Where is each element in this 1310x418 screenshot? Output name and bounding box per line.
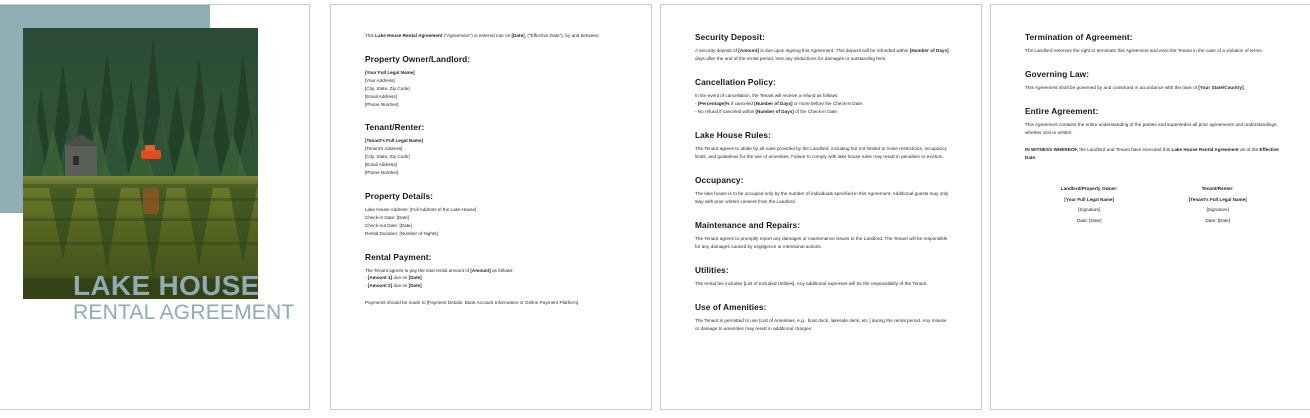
signature-column-landlord <box>1025 184 1154 226</box>
deposit-b: is due upon signing this Agreement. This deposit will be refunded within <box>759 48 910 53</box>
heading-entire-agreement: Entire Agreement: <box>1025 106 1099 117</box>
intro-suffix: , (“Effective Date”), by and between: <box>524 33 600 38</box>
maintenance-text: The Tenant agrees to promptly report any damages or maintenance issues to the Landlord. The Tenant will be responsible for any damages caused by negligence or intentional actions. <box>695 235 948 249</box>
witness-clause <box>1025 146 1282 162</box>
landlord-city: [City, State, Zip Code] <box>365 85 410 91</box>
witness-end: . <box>1035 155 1037 161</box>
payment-intro-b: as follows: <box>490 267 514 273</box>
cancellation-item-1 <box>695 100 951 108</box>
deposit-a: A security deposit of <box>695 48 739 53</box>
heading-termination-of-agreement: Termination of Agreement: <box>1025 32 1133 42</box>
intro-paragraph <box>365 32 621 40</box>
payment-item-2-mid: due on <box>392 283 409 289</box>
governing-b: . <box>1243 85 1246 91</box>
page-4-body <box>1025 32 1282 226</box>
heading-cancellation-policy: Cancellation Policy: <box>695 77 776 88</box>
document-page-3[interactable] <box>660 4 982 410</box>
cancellation-intro: In the event of cancellation, the Tenant will receive a refund as follows: <box>695 93 839 99</box>
signature-block <box>1025 184 1282 226</box>
payment-item-1 <box>365 274 621 282</box>
tenant-phone: [Phone Number] <box>365 170 399 176</box>
signature-column-tenant <box>1154 184 1283 226</box>
governing-law-text <box>1025 84 1282 92</box>
security-deposit-text <box>695 47 951 63</box>
witness-effective-date: Effective Date <box>1025 147 1279 161</box>
intro-agreement-name: Lake House Rental Agreement <box>375 33 443 38</box>
witness-agreement-name: Lake House Rental Agreement <box>1171 147 1239 153</box>
payment-item-1-mid: due on <box>392 275 409 281</box>
payment-intro <box>365 267 621 275</box>
page-subtitle: RENTAL AGREEMENT <box>73 301 295 325</box>
payment-amount-placeholder: [Amount] <box>470 267 491 273</box>
tenant-city: [City, State, Zip Code] <box>365 154 410 160</box>
heading-rental-payment: Rental Payment: <box>365 251 432 262</box>
landlord-address: [Your Address] <box>365 77 395 83</box>
payment-note: Payments should be made to [Payment Details: Bank Account Information or Online Payment Platform]. <box>365 300 580 306</box>
lake-house-rules-text: The Tenant agrees to abide by all rules provided by the Landlord, including but not limited to noise restrictions, occupancy limits, and guidelines for the use of amenities. Failure to comply with lake house rules may result in penalties or eviction. <box>695 145 947 159</box>
document-page-2[interactable] <box>330 4 652 410</box>
landlord-name: [Your Full Legal Name] <box>365 70 415 76</box>
tenant-signature-line[interactable]: [Signature] <box>1206 207 1229 213</box>
cancel-1-end: or more before the Check-in Date. <box>792 100 864 106</box>
entire-agreement-text: This Agreement contains the entire understanding of the parties and supersedes all prior agreements and understandings, whether oral or written. <box>1025 122 1278 136</box>
landlord-email: [Email Address] <box>365 93 397 99</box>
utilities-text: The rental fee includes [List of Included Utilities]. Any additional expenses will be the responsibility of the Tenant. <box>695 280 928 286</box>
tenant-signature-name: [Tenant’s Full Legal Name] <box>1188 196 1247 202</box>
payment-item-2-amount: [Amount 2] <box>367 283 393 289</box>
cancel-1-days: [Number of Days] <box>754 100 793 106</box>
heading-lake-house-rules: Lake House Rules: <box>695 129 771 140</box>
deposit-days-placeholder: [Number of Days] <box>909 48 949 53</box>
cancel-1-percentage: [Percentage]% <box>697 100 730 106</box>
heading-utilities: Utilities: <box>695 264 729 275</box>
intro-prefix: This <box>365 33 376 38</box>
property-checkin: Check-in Date: [Date] <box>365 214 409 220</box>
witness-mid-2: as of the <box>1238 147 1260 153</box>
cancel-1-mid: if canceled <box>729 100 755 106</box>
property-checkout: Check-out Date: [Date] <box>365 222 412 228</box>
landlord-signature-name: [Your Full Legal Name] <box>1064 196 1115 202</box>
heading-property-owner: Property Owner/Landlord: <box>365 54 471 65</box>
payment-item-1-date: [Date] <box>408 275 422 281</box>
payment-item-2 <box>365 282 621 290</box>
intro-mid: (“Agreement”) is entered into on <box>442 33 512 38</box>
heading-maintenance-and-repairs: Maintenance and Repairs: <box>695 219 801 230</box>
tenant-name: [Tenant’s Full Legal Name] <box>365 138 423 144</box>
tenant-address: [Tenant’s Address] <box>365 146 403 152</box>
heading-governing-law: Governing Law: <box>1025 69 1090 80</box>
landlord-signature-role: Landlord/Property Owner: <box>1060 186 1118 192</box>
tenant-signature-date[interactable]: Date: [Date] <box>1205 217 1230 223</box>
payment-item-1-amount: [Amount 1] <box>367 275 393 281</box>
tenant-email: [Email Address] <box>365 162 397 168</box>
property-address: Lake House Address: [Full Address of the Lake House] <box>365 206 477 212</box>
amenities-text: The Tenant is permitted to use [List of Amenities, e.g., boat dock, lakeside deck, etc.] during the rental period. Any misuse or damage to amenities may result in additional charges. <box>695 317 947 331</box>
intro-date-placeholder: [Date] <box>511 33 525 38</box>
heading-tenant-renter: Tenant/Renter: <box>365 122 425 133</box>
lake-house-photo <box>23 28 258 299</box>
cancel-1-dash: - <box>695 100 698 106</box>
property-duration: Rental Duration: [Number of Nights] <box>365 230 438 236</box>
page-3-body <box>695 32 951 333</box>
landlord-signature-line[interactable]: [Signature] <box>1078 207 1101 213</box>
heading-occupancy: Occupancy: <box>695 174 744 185</box>
deposit-amount-placeholder: [Amount] <box>738 48 760 53</box>
cancel-2-start: - No refund if canceled within <box>695 108 756 114</box>
heading-property-details: Property Details: <box>365 190 434 201</box>
governing-state-placeholder: [Your State/Country] <box>1198 85 1244 91</box>
tenant-signature-role: Tenant/Renter: <box>1201 186 1234 192</box>
document-page-1-cover[interactable] <box>0 4 310 410</box>
landlord-signature-date[interactable]: Date: [Date] <box>1076 217 1102 223</box>
occupancy-text: The lake house is to be occupied only by the number of individuals specified in this Agreement. Additional guests may only stay with prior written consent from the Landlord. <box>695 190 949 204</box>
page-title: LAKE HOUSE <box>73 270 260 301</box>
witness-whereof: IN WITNESS WHEREOF, <box>1025 147 1079 153</box>
payment-item-1-dash: - <box>365 275 368 281</box>
heading-use-of-amenities: Use of Amenities: <box>695 301 767 312</box>
payment-item-2-date: [Date] <box>408 283 422 289</box>
landlord-phone: [Phone Number] <box>365 101 399 107</box>
document-page-4[interactable] <box>990 4 1310 410</box>
cancel-2-days: [Number of Days] <box>755 108 794 114</box>
termination-text: The Landlord reserves the right to terminate this Agreement and evict the Tenant in the case of a violation of terms. <box>1025 48 1263 53</box>
witness-mid-1: the Landlord and Tenant have executed this <box>1078 147 1172 153</box>
governing-a: This Agreement shall be governed by and construed in accordance with the laws of <box>1025 85 1199 91</box>
deposit-c: days after the end of the rental period, less any deductions for damages or outstanding fees. <box>695 56 887 62</box>
heading-security-deposit: Security Deposit: <box>695 32 765 42</box>
payment-intro-a: The Tenant agrees to pay the total rental amount of <box>365 267 471 273</box>
payment-item-2-dash: - <box>365 283 368 289</box>
cancel-2-end: of the Check-in Date. <box>793 108 839 114</box>
page-2-body <box>365 32 621 307</box>
cancellation-item-2 <box>695 108 951 116</box>
cover-title-block <box>73 271 303 327</box>
